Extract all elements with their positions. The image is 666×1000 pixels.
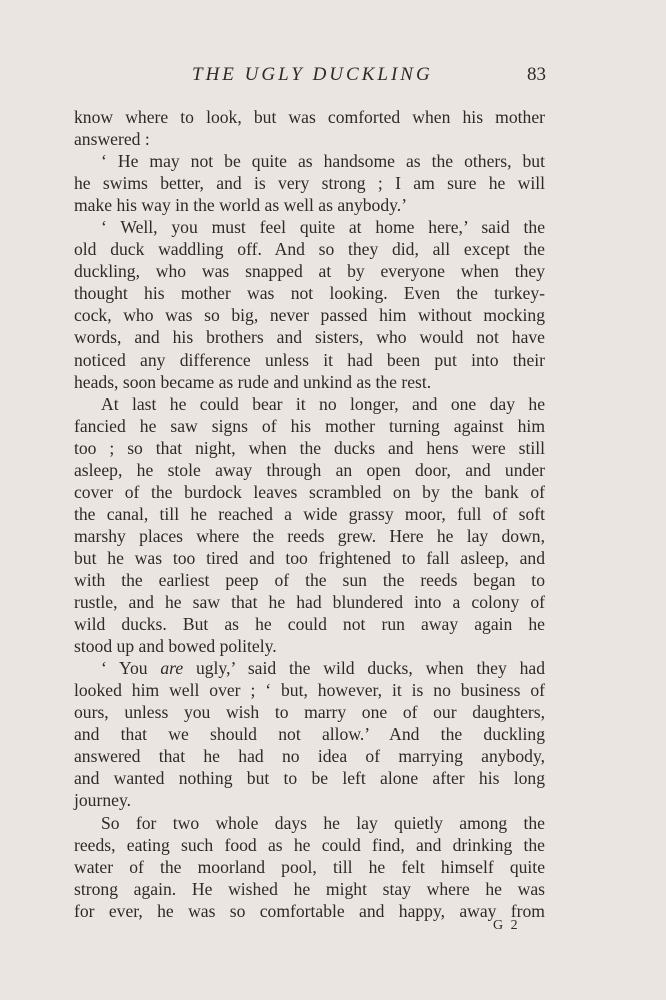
text-line: water of the moorland pool, till he felt himself quite bbox=[74, 856, 545, 877]
page-number: 83 bbox=[527, 64, 546, 85]
text-line: but he was too tired and too frightened to fall asleep, and bbox=[74, 547, 545, 568]
text-line: old duck waddling off. And so they did, all except the bbox=[74, 239, 545, 260]
text-line: know where to look, but was comforted when his mother bbox=[74, 107, 545, 127]
text-line: cover of the burdock leaves scrambled on by the bank of bbox=[74, 481, 545, 502]
text-line: stood up and bowed politely. bbox=[74, 636, 277, 657]
text-line: heads, soon became as rude and unkind as the rest. bbox=[74, 371, 432, 392]
text-line: asleep, he stole away through an open door, and under bbox=[74, 459, 545, 480]
text-line: cock, who was so big, never passed him without mocking bbox=[74, 305, 545, 326]
running-head bbox=[72, 64, 546, 92]
text-line: reeds, eating such food as he could find, and drinking the bbox=[74, 834, 545, 855]
text-line: he swims better, and is very strong ; I am sure he will bbox=[74, 173, 545, 194]
body-text bbox=[74, 106, 545, 922]
text-line: fancied he saw signs of his mother turning against him bbox=[74, 415, 545, 436]
text-line: looked him well over ; ‘ but, however, it is no business of bbox=[74, 680, 545, 701]
text-line: So for two whole days he lay quietly among the bbox=[101, 812, 545, 833]
text-line: ‘ He may not be quite as handsome as the others, but bbox=[101, 151, 545, 172]
text-line: make his way in the world as well as anybody.’ bbox=[74, 195, 408, 216]
text-line: At last he could bear it no longer, and one day he bbox=[101, 393, 545, 414]
text-line: words, and his brothers and sisters, who would not have bbox=[74, 327, 545, 348]
signature-mark: G 2 bbox=[493, 918, 520, 933]
text-line: and wanted nothing but to be left alone after his long bbox=[74, 768, 545, 789]
text-line: answered that he had no idea of marrying anybody, bbox=[74, 746, 545, 767]
text-line: strong again. He wished he might stay where he was bbox=[74, 878, 545, 899]
text-line: ours, unless you wish to marry one of our daughters, bbox=[74, 702, 545, 723]
text-line: wild ducks. But as he could not run away again he bbox=[74, 614, 545, 635]
text-line: with the earliest peep of the sun the reeds began to bbox=[74, 569, 545, 590]
text-line: too ; so that night, when the ducks and hens were still bbox=[74, 437, 545, 458]
text-line: marshy places where the reeds grew. Here he lay down, bbox=[74, 525, 545, 546]
text-line: answered : bbox=[74, 129, 150, 150]
text-line: ‘ You are ugly,’ said the wild ducks, when they had bbox=[101, 658, 545, 679]
running-head-title: THE UGLY DUCKLING bbox=[192, 64, 433, 85]
text-line: noticed any difference unless it had been put into their bbox=[74, 349, 545, 370]
text-line: and that we should not allow.’ And the duckling bbox=[74, 724, 545, 745]
text-line: journey. bbox=[74, 790, 131, 811]
text-line: for ever, he was so comfortable and happy, away from bbox=[74, 900, 545, 921]
text-line: ‘ Well, you must feel quite at home here,’ said the bbox=[101, 217, 545, 238]
text-line: thought his mother was not looking. Even the turkey- bbox=[74, 283, 545, 304]
text-line: the canal, till he reached a wide grassy moor, full of soft bbox=[74, 503, 545, 524]
text-line: rustle, and he saw that he had blundered into a colony of bbox=[74, 592, 545, 613]
text-line: duckling, who was snapped at by everyone when they bbox=[74, 261, 545, 282]
